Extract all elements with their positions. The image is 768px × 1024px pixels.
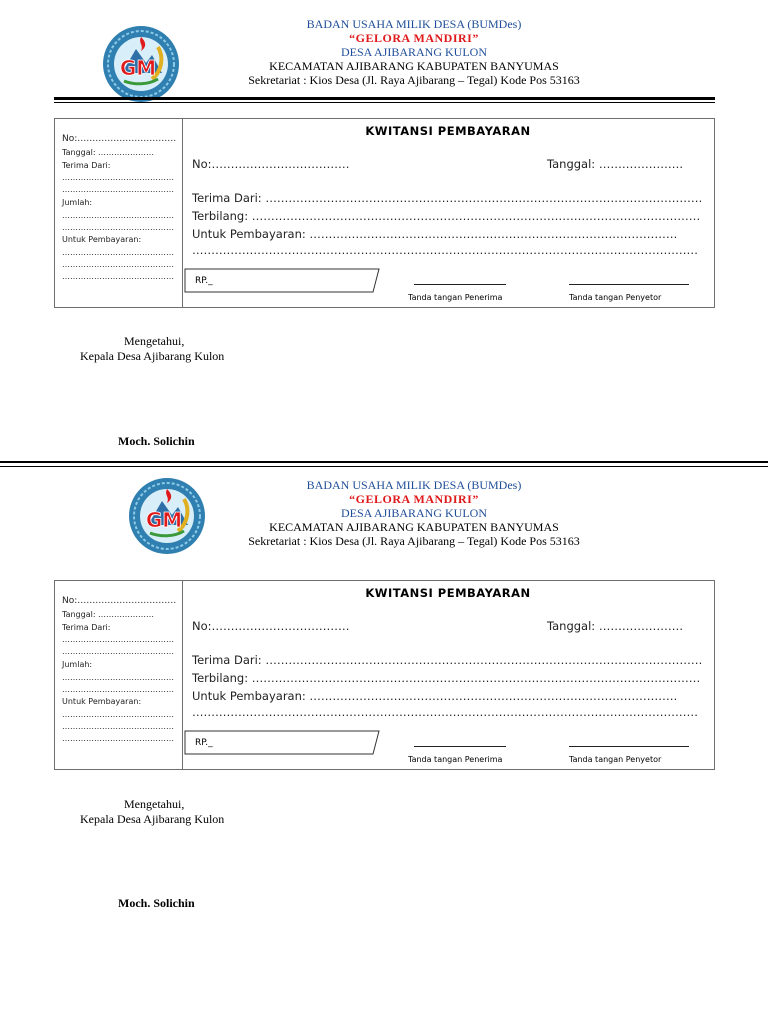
footer-kepala-desa: Kepala Desa Ajibarang Kulon (80, 812, 225, 826)
receipt-dots-line: …………………………………………………………………………………………………………………… (192, 243, 698, 257)
receipt-block-1 (0, 0, 768, 465)
header-sekretariat: Sekretariat : Kios Desa (Jl. Raya Ajibarang – Tegal) Kode Pos 53163 (248, 73, 580, 87)
receipt-tanggal: Tanggal: …………………. (547, 157, 683, 171)
signature-label-penyetor: Tanda tangan Penyetor (569, 755, 662, 764)
svg-text:RP._: RP._ (195, 738, 213, 748)
svg-text:GM: GM (145, 508, 183, 532)
header-rule-thin (54, 102, 715, 103)
receipt-terima-dari: Terima Dari: …………………………………………………………………………………………………… (192, 653, 703, 667)
signature-label-penyetor: Tanda tangan Penyetor (569, 293, 662, 302)
header-desa: DESA AJIBARANG KULON (340, 506, 487, 520)
stub-dots: …………………………………… (62, 173, 174, 182)
stub-untuk-pembayaran: Untuk Pembayaran: (62, 235, 142, 244)
stub-dots: …………………………………… (62, 722, 174, 731)
stub-tanggal: Tanggal: ………………… (62, 148, 155, 157)
header-bumdes: BADAN USAHA MILIK DESA (BUMDes) (306, 478, 522, 492)
stub-dots: …………………………………… (62, 647, 174, 656)
footer-mengetahui: Mengetahui, (124, 334, 185, 348)
stub-jumlah: Jumlah: (62, 660, 93, 669)
amount-box (183, 268, 381, 293)
header-gelora-mandiri: “GELORA MANDIRI” (349, 31, 479, 45)
stub-dots: …………………………………… (62, 260, 174, 269)
stub-dots: …………………………………… (62, 185, 174, 194)
stub-dots: …………………………………… (62, 223, 174, 232)
header-rule (54, 97, 715, 100)
stub-no: No:…………………………… (62, 596, 177, 606)
receipt-terima-dari: Terima Dari: …………………………………………………………………………………………………… (192, 191, 703, 205)
signature-line-penyetor (569, 746, 689, 747)
receipt-form (54, 580, 715, 770)
header-sekretariat: Sekretariat : Kios Desa (Jl. Raya Ajibarang – Tegal) Kode Pos 53163 (248, 534, 580, 548)
stub-dots: …………………………………… (62, 685, 174, 694)
stub-untuk-pembayaran: Untuk Pembayaran: (62, 697, 142, 706)
receipt-form (54, 118, 715, 308)
stub-dots: …………………………………… (62, 211, 174, 220)
header-kecamatan: KECAMATAN AJIBARANG KABUPATEN BANYUMAS (269, 59, 559, 73)
footer-signatory-name: Moch. Solichin (118, 434, 195, 448)
footer-signatory-name: Moch. Solichin (118, 896, 195, 910)
receipt-no: No:……………………………… (192, 157, 350, 171)
stub-dots: …………………………………… (62, 272, 174, 281)
receipt-stub (55, 119, 183, 307)
signature-line-penyetor (569, 284, 689, 285)
signature-label-penerima: Tanda tangan Penerima (408, 755, 503, 764)
receipt-untuk-pembayaran: Untuk Pembayaran: …………………………………………………………………………………… (192, 227, 678, 241)
stub-terima-dari: Terima Dari: (62, 161, 111, 170)
header-bumdes: BADAN USAHA MILIK DESA (BUMDes) (306, 17, 522, 31)
header-gelora-mandiri: “GELORA MANDIRI” (349, 492, 479, 506)
signature-line-penerima (414, 284, 506, 285)
stub-terima-dari: Terima Dari: (62, 623, 111, 632)
footer-kepala-desa: Kepala Desa Ajibarang Kulon (80, 349, 225, 363)
stub-dots: …………………………………… (62, 734, 174, 743)
signature-line-penerima (414, 746, 506, 747)
receipt-title: KWITANSI PEMBAYARAN (365, 586, 531, 600)
receipt-stub (55, 581, 183, 769)
stub-dots: …………………………………… (62, 635, 174, 644)
stub-tanggal: Tanggal: ………………… (62, 610, 155, 619)
svg-text:GM: GM (119, 56, 157, 80)
receipt-terbilang: Terbilang: ……………………………………………………………………………………………………… (192, 209, 701, 223)
stub-dots: …………………………………… (62, 710, 174, 719)
receipt-terbilang: Terbilang: ……………………………………………………………………………………………………… (192, 671, 701, 685)
header-kecamatan: KECAMATAN AJIBARANG KABUPATEN BANYUMAS (269, 520, 559, 534)
header-desa: DESA AJIBARANG KULON (340, 45, 487, 59)
receipt-no: No:……………………………… (192, 619, 350, 633)
receipt-dots-line: …………………………………………………………………………………………………………………… (192, 705, 698, 719)
footer-mengetahui: Mengetahui, (124, 797, 185, 811)
receipt-tanggal: Tanggal: …………………. (547, 619, 683, 633)
amount-box (183, 730, 381, 755)
receipt-untuk-pembayaran: Untuk Pembayaran: …………………………………………………………………………………… (192, 689, 678, 703)
svg-text:RP._: RP._ (195, 276, 213, 286)
stub-no: No:…………………………… (62, 134, 177, 144)
stub-dots: …………………………………… (62, 673, 174, 682)
receipt-block-2 (0, 463, 768, 928)
receipt-title: KWITANSI PEMBAYARAN (365, 124, 531, 138)
signature-label-penerima: Tanda tangan Penerima (408, 293, 503, 302)
stub-dots: …………………………………… (62, 248, 174, 257)
stub-jumlah: Jumlah: (62, 198, 93, 207)
